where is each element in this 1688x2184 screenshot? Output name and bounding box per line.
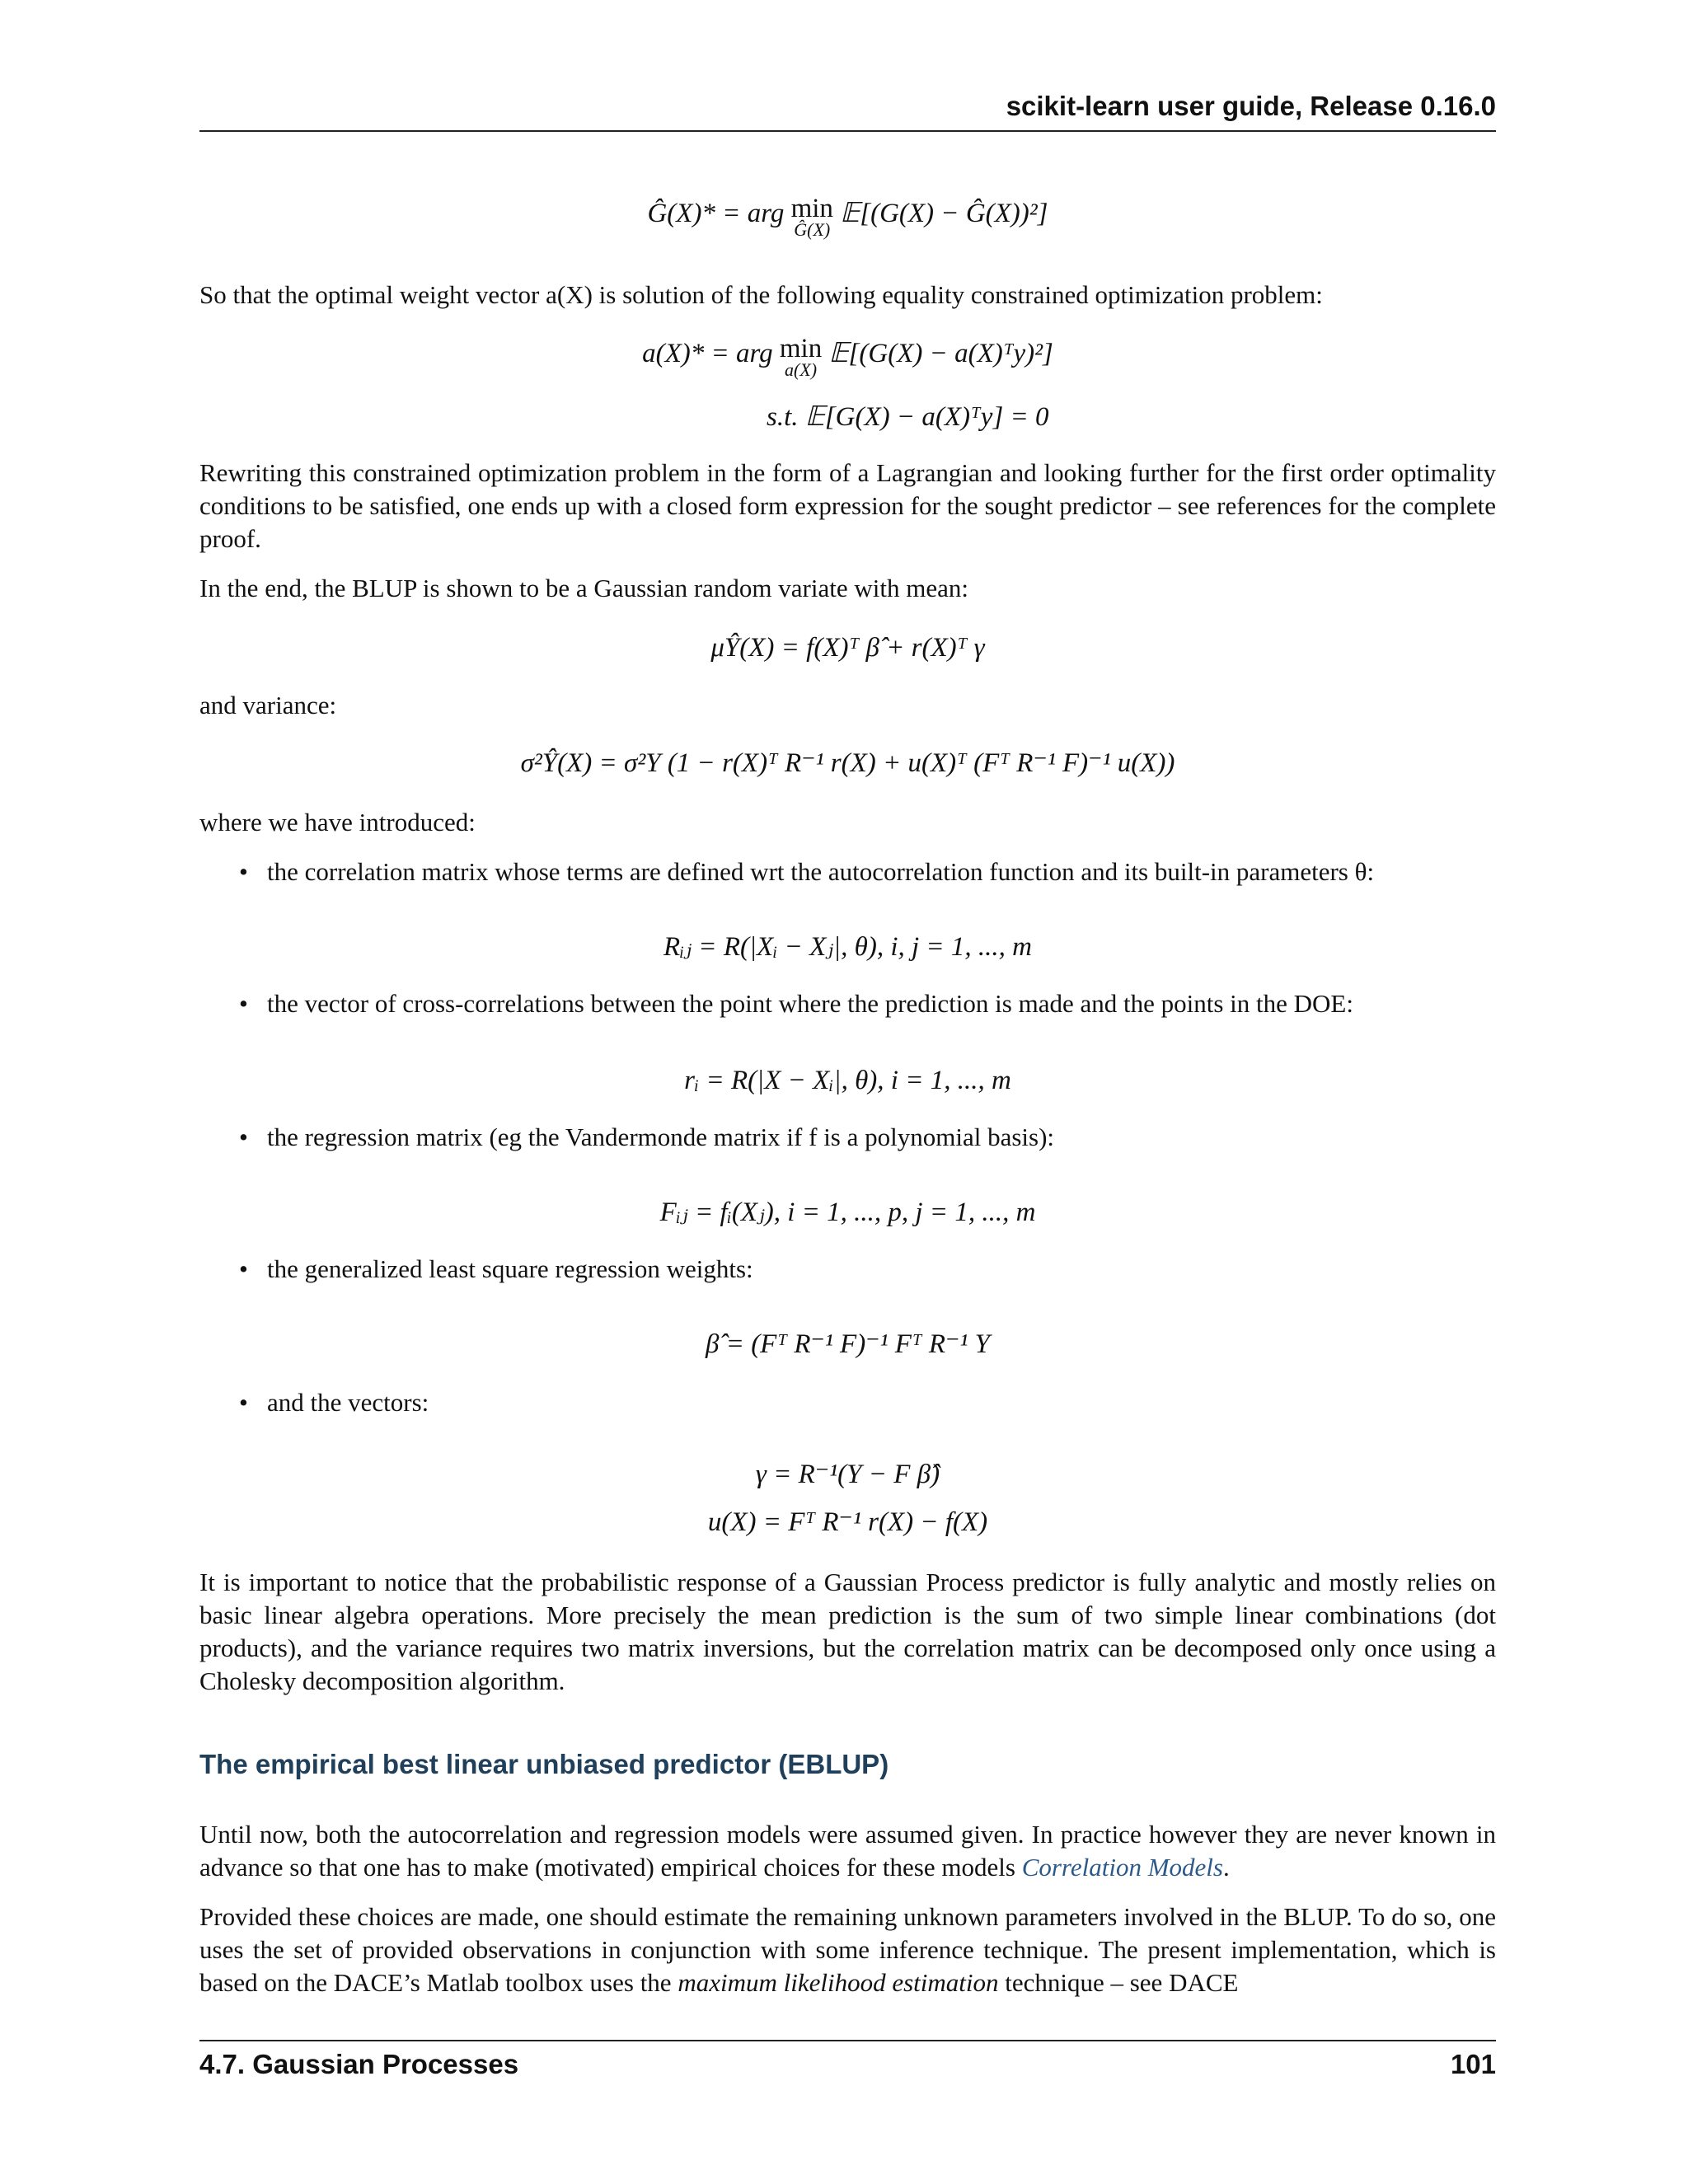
equation-a-star — [199, 336, 1496, 379]
eq-g-rhs: 𝔼[(G(X) − Ĝ(X))²] — [840, 199, 1048, 228]
section-title-eblup: The empirical best linear unbiased predictor (EBLUP) — [199, 1749, 889, 1779]
eq-g-min-op: min — [790, 194, 833, 223]
equation-rij: Rᵢⱼ = R(|Xᵢ − Xⱼ|, θ), i, j = 1, ..., m — [663, 932, 1033, 962]
bullet-icon: • — [239, 857, 248, 886]
footer-section: 4.7. Gaussian Processes — [199, 2049, 519, 2079]
paragraph-models-given — [199, 1818, 1496, 1884]
paragraph-blup-mean-intro: In the end, the BLUP is shown to be a Gaussian random variate with mean: — [199, 574, 968, 602]
equation-fij: Fᵢⱼ = fᵢ(Xⱼ), i = 1, ..., p, j = 1, ..., m — [659, 1197, 1036, 1227]
list-item-text: and the vectors: — [267, 1388, 429, 1417]
bullet-icon: • — [239, 1254, 248, 1283]
equation-mean: μŶ(X) = f(X)ᵀ β̂ + r(X)ᵀ γ — [710, 633, 985, 663]
equation-g-hat-star — [199, 196, 1496, 239]
list-item-text: the regression matrix (eg the Vandermonde matrix if f is a polynomial basis): — [267, 1122, 1055, 1151]
eq-a-min-sub: a(X) — [785, 359, 818, 380]
eq-a-min-op: min — [779, 334, 823, 363]
link-correlation-models[interactable]: Correlation Models — [1021, 1853, 1223, 1882]
eq-a-rhs: 𝔼[(G(X) − a(X)ᵀy)²] — [828, 339, 1053, 368]
paragraph-variance-intro: and variance: — [199, 691, 337, 719]
paragraph-text: Until now, both the autocorrelation and regression models were assumed given. In practice however they are never known in advance so that one has to make (motivated) empirical choices for these models — [199, 1820, 1496, 1882]
paragraph-analytic-response: It is important to notice that the probabilistic response of a Gaussian Process predictor is fully analytic and mostly relies on basic linear algebra operations. More precisely the mean prediction is the sum of two simple linear combinations (dot products), and the variance requires two matrix inversions, but the correlation matrix can be decomposed only once using a Cholesky decomposition algorithm. — [199, 1568, 1496, 1695]
list-item-text: the generalized least square regression weights: — [267, 1254, 753, 1283]
page-number: 101 — [1450, 2049, 1496, 2079]
list-item-text: the vector of cross-correlations between the point where the prediction is made and the points in the DOE: — [267, 989, 1353, 1018]
bullet-icon: • — [239, 1388, 248, 1417]
emphasis-mle: maximum likelihood estimation — [678, 1968, 999, 1997]
eq-g-min-sub: Ĝ(X) — [794, 219, 831, 240]
eq-a-lhs: a(X)* = arg — [642, 339, 773, 368]
paragraph-text: . — [1222, 1853, 1230, 1882]
running-header: scikit-learn user guide, Release 0.16.0 — [1006, 91, 1496, 121]
paragraph-estimation — [199, 1900, 1496, 1999]
paragraph-optimal-weight: So that the optimal weight vector a(X) is solution of the following equality constrained optimization problem: — [199, 280, 1323, 309]
list-item-text: the correlation matrix whose terms are defined wrt the autocorrelation function and its built-in parameters θ: — [267, 857, 1375, 886]
footer-rule — [199, 2040, 1496, 2041]
eq-g-min — [791, 196, 833, 239]
equation-beta: β̂ = (Fᵀ R⁻¹ F)⁻¹ Fᵀ R⁻¹ Y — [705, 1329, 990, 1359]
paragraph-lagrangian: Rewriting this constrained optimization problem in the form of a Lagrangian and looking further for the first order optimality conditions to be satisfied, one ends up with a closed form expression for the sought predictor – see references for the complete proof. — [199, 458, 1496, 553]
eq-a-min — [780, 336, 822, 379]
paragraph-text: Provided these choices are made, one should estimate the remaining unknown parameters involved in the BLUP. To do so, one uses the set of provided observations in conjunction with some inference technique. The present implementation, which is based on the DACE’s Matlab toolbox uses the — [199, 1902, 1496, 1997]
paragraph-text: technique – see DACE — [998, 1968, 1239, 1997]
equation-gamma: γ = R⁻¹(Y − F β̂) — [755, 1460, 940, 1489]
paragraph-introduced: where we have introduced: — [199, 808, 476, 837]
header-rule — [199, 130, 1496, 132]
equation-constraint: s.t. 𝔼[G(X) − a(X)ᵀy] = 0 — [767, 402, 1049, 432]
equation-u: u(X) = Fᵀ R⁻¹ r(X) − f(X) — [707, 1507, 988, 1537]
eq-g-lhs: Ĝ(X)* = arg — [647, 199, 785, 228]
equation-ri: rᵢ = R(|X − Xᵢ|, θ), i = 1, ..., m — [684, 1066, 1011, 1095]
bullet-icon: • — [239, 1122, 248, 1151]
equation-variance: σ²Ŷ(X) = σ²Y (1 − r(X)ᵀ R⁻¹ r(X) + u(X)ᵀ (Fᵀ R⁻¹ F)⁻¹ u(X)) — [520, 748, 1175, 778]
bullet-icon: • — [239, 989, 248, 1018]
